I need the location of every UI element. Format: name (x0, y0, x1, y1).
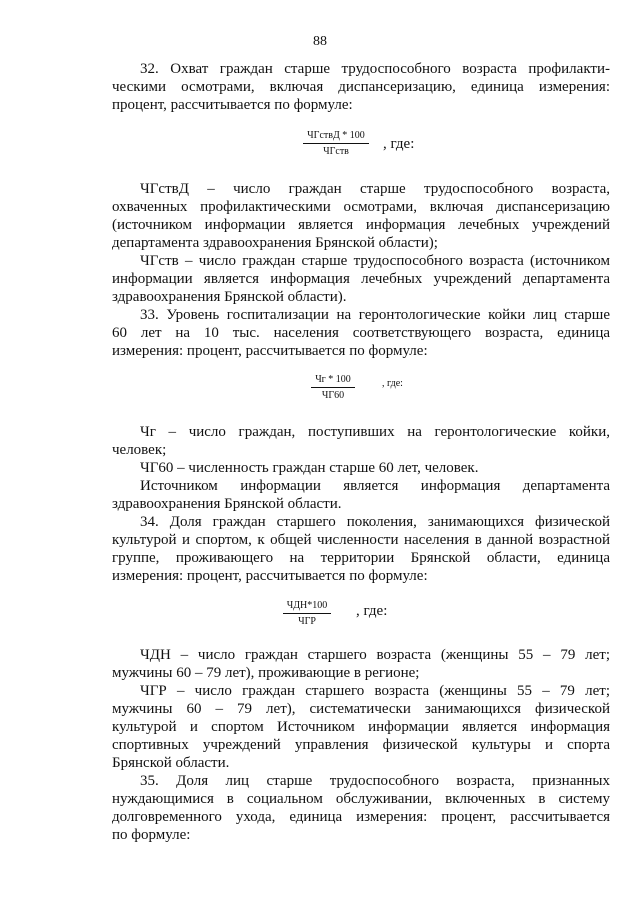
p34-formula-denominator: ЧГР (298, 616, 316, 627)
p34-def2-line-2: мужчины 60 – 79 лет), систематически занимающихся физической (112, 701, 610, 717)
p35-line-2: нуждающимися в социальном обслуживании, включенных в систему (112, 791, 610, 807)
p33-def1-line-1: Чг – число граждан, поступивших на геронтологические койки, (140, 424, 610, 440)
p33-formula-numerator: Чг * 100 (311, 374, 355, 388)
p33-line-3: измерения: процент, рассчитывается по формуле: (112, 343, 428, 359)
p33-formula-gde: , где: (382, 378, 403, 389)
p33-source-line-1: Источником информации является информация департамента (140, 478, 610, 494)
p34-line-3: группе, проживающего на территории Брянской области, единица (112, 550, 610, 566)
p32-line-2: ческими осмотрами, включая диспансеризацию, единица измерения: (112, 79, 610, 95)
p33-source-line-2: здравоохранения Брянской области. (112, 496, 342, 512)
p33-line-2: 60 лет на 10 тыс. населения соответствующего возраста, единица (112, 325, 610, 341)
p34-def2-line-1: ЧГР – число граждан старшего возраста (женщины 55 – 79 лет; (140, 683, 610, 699)
p34-formula (258, 600, 356, 627)
p35-line-1: 35. Доля лиц старше трудоспособного возраста, признанных (140, 773, 610, 789)
p34-def1-line-1: ЧДН – число граждан старшего возраста (женщины 55 – 79 лет; (140, 647, 610, 663)
p34-def2-line-4: спортивных учреждений управления физической культуры и спорта (112, 737, 610, 753)
p34-line-1: 34. Доля граждан старшего поколения, занимающихся физической (140, 514, 610, 530)
p32-formula-denominator: ЧГств (323, 146, 349, 157)
p34-line-2: культурой и спортом, к общей численности населения в данной возрастной (112, 532, 610, 548)
p32-def1-line-1: ЧГствД – число граждан старше трудоспособного возраста, (140, 181, 610, 197)
p34-def2-line-5: Брянской области. (112, 755, 230, 771)
p32-def1-line-3: (источником информации является информация лечебных учреждений (112, 217, 610, 233)
p33-def1-line-2: человек; (112, 442, 167, 458)
p32-line-3: процент, рассчитывается по формуле: (112, 97, 353, 113)
p33-formula-denominator: ЧГ60 (321, 390, 345, 401)
p34-formula-numerator: ЧДН*100 (283, 600, 332, 614)
p32-formula (286, 130, 386, 157)
p32-def2-line-2: информации является информация лечебных учреждений департамента (112, 271, 610, 287)
p35-line-4: по формуле: (112, 827, 191, 843)
p32-def1-line-2: охваченных профилактическими осмотрами, включая диспансеризацию (112, 199, 610, 215)
p34-def1-line-2: мужчины 60 – 79 лет), проживающие в регионе; (112, 665, 420, 681)
p35-line-3: долговременного ухода, единица измерения: процент, рассчитывается (112, 809, 610, 825)
p32-def2-line-1: ЧГств – число граждан старше трудоспособного возраста (источником (140, 253, 610, 269)
p33-def2-line-1: ЧГ60 – численность граждан старше 60 лет, человек. (140, 460, 479, 476)
p32-formula-gde: , где: (383, 136, 415, 152)
p32-def2-line-3: здравоохранения Брянской области). (112, 289, 347, 305)
p32-line-1: 32. Охват граждан старше трудоспособного возраста профилакти- (140, 61, 610, 77)
p33-line-1: 33. Уровень госпитализации на геронтологические койки лиц старше (140, 307, 610, 323)
p32-formula-numerator: ЧГствД * 100 (303, 130, 369, 144)
p34-line-4: измерения: процент, рассчитывается по формуле: (112, 568, 428, 584)
p34-def2-line-3: культурой и спортом Источником информации является информация (112, 719, 610, 735)
p34-formula-gde: , где: (356, 603, 388, 619)
page-number: 88 (313, 34, 327, 49)
p33-formula (286, 374, 380, 401)
p32-def1-line-4: департамента здравоохранения Брянской области); (112, 235, 438, 251)
